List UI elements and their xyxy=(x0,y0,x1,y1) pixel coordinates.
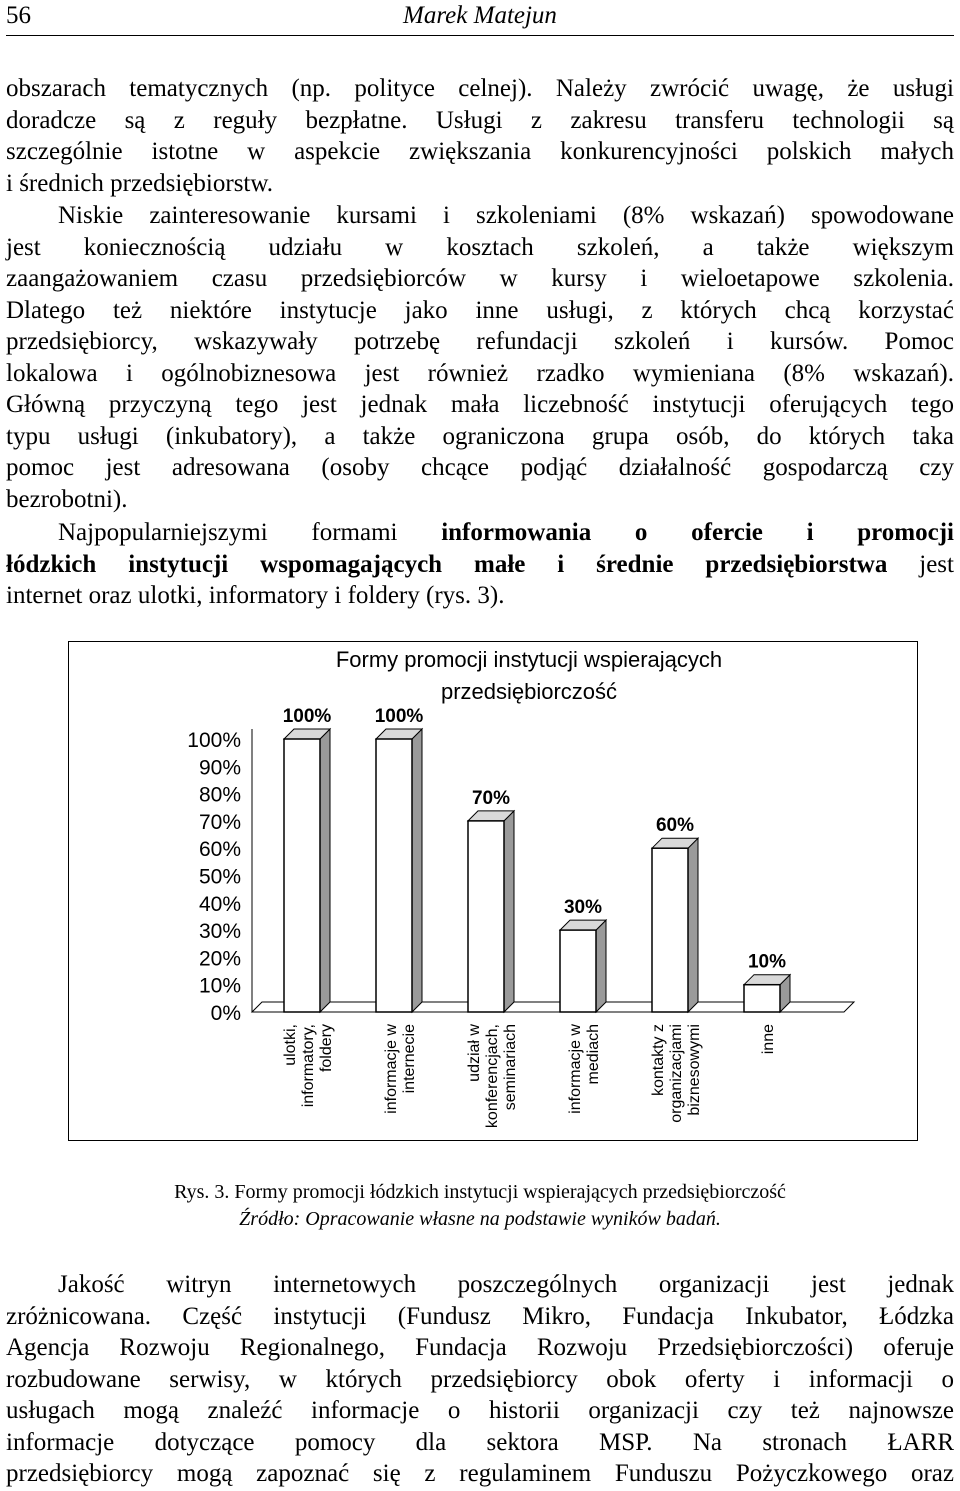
y-tick-label: 60% xyxy=(198,838,241,862)
running-title: Marek Matejun xyxy=(403,2,557,29)
text-line: Jakość witryn internetowych poszczególnych organizacji jest jednak xyxy=(58,1271,954,1298)
y-tick-label: 30% xyxy=(198,920,241,944)
x-tick-label-line: mediach xyxy=(585,1024,602,1085)
emphasis: informowania o ofercie i promocji xyxy=(441,519,954,546)
x-tick-label-line: organizacjami xyxy=(668,1024,685,1123)
y-tick-label: 70% xyxy=(198,810,241,834)
x-tick-label xyxy=(650,1024,703,1123)
x-tick-label-line: seminariach xyxy=(502,1024,519,1111)
chart-title-line: przedsiębiorczość xyxy=(440,679,618,704)
x-tick-label xyxy=(466,1024,519,1129)
x-tick-label-line: konferencjach, xyxy=(484,1024,501,1129)
bar-side xyxy=(688,838,698,1012)
data-label: 60% xyxy=(655,815,695,837)
x-tick-label xyxy=(282,1024,335,1107)
bar-side xyxy=(504,811,514,1012)
x-tick-label-line: ulotki, xyxy=(282,1024,299,1066)
text-line: zróżnicowana. Część instytucji (Fundusz Mikro, Fundacja Inkubator, Łódzka xyxy=(6,1302,954,1330)
bar-side xyxy=(412,729,422,1012)
x-tick-label-line: informacje w xyxy=(383,1024,400,1114)
text-line: informacje dotyczące pomocy dla sektora MSP. Na stronach ŁARR xyxy=(6,1428,954,1456)
text-line: Agencja Rozwoju Regionalnego, Fundacja Rozwoju Przedsiębiorczości) oferuje xyxy=(6,1334,954,1361)
bar xyxy=(560,930,596,1012)
x-tick-label-line: inne xyxy=(760,1024,777,1055)
text-line: usługach mogą znaleźć informacje o historii organizacji czy też najnowsze xyxy=(6,1397,954,1424)
data-label: 30% xyxy=(563,897,603,919)
text-line: lokalowa i ogólnobiznesowa jest również rzadko wymieniana (8% wskazań). xyxy=(6,359,954,387)
x-tick-label-line: informatory, xyxy=(300,1024,317,1108)
y-tick-label: 0% xyxy=(210,1002,241,1025)
text-line: Najpopularniejszymi formami informowania o ofercie i promocji xyxy=(58,519,954,546)
text-line: Główną przyczyną tego jest jednak mała liczebność instytucji oferujących tego xyxy=(6,391,954,418)
text-line: przedsiębiorcy mogą zapoznać się z regulaminem Funduszu Pożyczkowego oraz xyxy=(6,1460,954,1487)
y-tick-label: 40% xyxy=(198,892,241,916)
x-tick-label-line: udział w xyxy=(466,1024,483,1082)
paragraph-4 xyxy=(6,1269,954,1490)
page-number: 56 xyxy=(6,2,31,29)
text-line: łódzkich instytucji wspomagających małe i średnie przedsiębiorstwa jest xyxy=(6,550,954,578)
x-tick-label xyxy=(567,1024,602,1114)
text-line: zaangażowaniem czasu przedsiębiorców w kursy i wieloetapowe szkolenia. xyxy=(6,265,954,292)
figure-source: Źródło: Opracowanie własne na podstawie wyników badań. xyxy=(239,1208,721,1230)
y-tick-label: 20% xyxy=(198,947,241,971)
x-tick-label-line: internecie xyxy=(401,1024,418,1094)
text-line: szczególnie istotne w aspekcie zwiększania konkurencyjności polskich małych xyxy=(6,138,954,165)
y-tick-label: 50% xyxy=(198,865,241,889)
y-tick-label: 80% xyxy=(198,783,241,807)
data-label: 70% xyxy=(471,787,511,809)
data-label: 100% xyxy=(282,706,332,727)
text-line: przedsiębiorcy, wskazywały potrzebę refundacji szkoleń i kursów. Pomoc xyxy=(6,328,954,355)
y-tick-label: 90% xyxy=(198,756,241,780)
paragraph-2 xyxy=(6,200,954,515)
paragraph-1 xyxy=(6,73,954,199)
page-header xyxy=(6,0,954,36)
emphasis: łódzkich instytucji wspomagających małe i średnie przedsiębiorstwa xyxy=(6,550,888,578)
x-tick-label-line: biznesowymi xyxy=(686,1024,703,1116)
bar-side xyxy=(320,729,330,1012)
x-tick-label xyxy=(383,1024,418,1114)
bar xyxy=(468,821,504,1012)
data-label: 100% xyxy=(374,706,424,727)
text-line: pomoc jest adresowana (osoby chcące podjąć działalność gospodarczą czy xyxy=(6,454,954,481)
text-line: typu usługi (inkubatory), a także ograniczona grupa osób, do których taka xyxy=(6,422,954,450)
bar xyxy=(652,848,688,1012)
chart-figure xyxy=(68,641,918,1141)
text-line: jest koniecznością udziału w kosztach szkoleń, a także większym xyxy=(6,233,954,261)
x-tick-label-line: informacje w xyxy=(567,1024,584,1114)
paragraph-3 xyxy=(6,517,954,612)
chart-title-line: Formy promocji instytucji wspierających xyxy=(335,647,723,672)
text-line: Dlatego też niektóre instytucje jako inne usługi, z których chcą korzystać xyxy=(6,296,954,324)
bar xyxy=(376,739,412,1012)
bar-chart xyxy=(69,642,918,1141)
bar xyxy=(744,985,780,1012)
figure-caption: Rys. 3. Formy promocji łódzkich instytucji wspierających przedsiębiorczość xyxy=(174,1181,786,1203)
text-line: doradcze są z reguły bezpłatne. Usługi z zakresu transferu technologii są xyxy=(6,106,954,134)
y-tick-label: 10% xyxy=(198,974,241,998)
x-tick-label-line: foldery xyxy=(318,1024,335,1073)
x-tick-label xyxy=(760,1024,777,1054)
text-line: rozbudowane serwisy, w których przedsiębiorcy obok oferty i informacji o xyxy=(6,1365,954,1393)
x-tick-label-line: kontakty z xyxy=(650,1024,667,1097)
data-label: 10% xyxy=(747,951,787,973)
text-line: Niskie zainteresowanie kursami i szkoleniami (8% wskazań) spowodowane xyxy=(58,202,954,229)
text-line: internet oraz ulotki, informatory i foldery (rys. 3). xyxy=(6,582,505,609)
text-line: obszarach tematycznych (np. polityce celnej). Należy zwrócić uwagę, że usługi xyxy=(6,75,954,102)
bar xyxy=(284,739,320,1012)
bar-side xyxy=(596,920,606,1012)
text-line: bezrobotni). xyxy=(6,485,128,513)
text-line: i średnich przedsiębiorstw. xyxy=(6,169,274,197)
y-tick-label: 100% xyxy=(187,729,241,752)
